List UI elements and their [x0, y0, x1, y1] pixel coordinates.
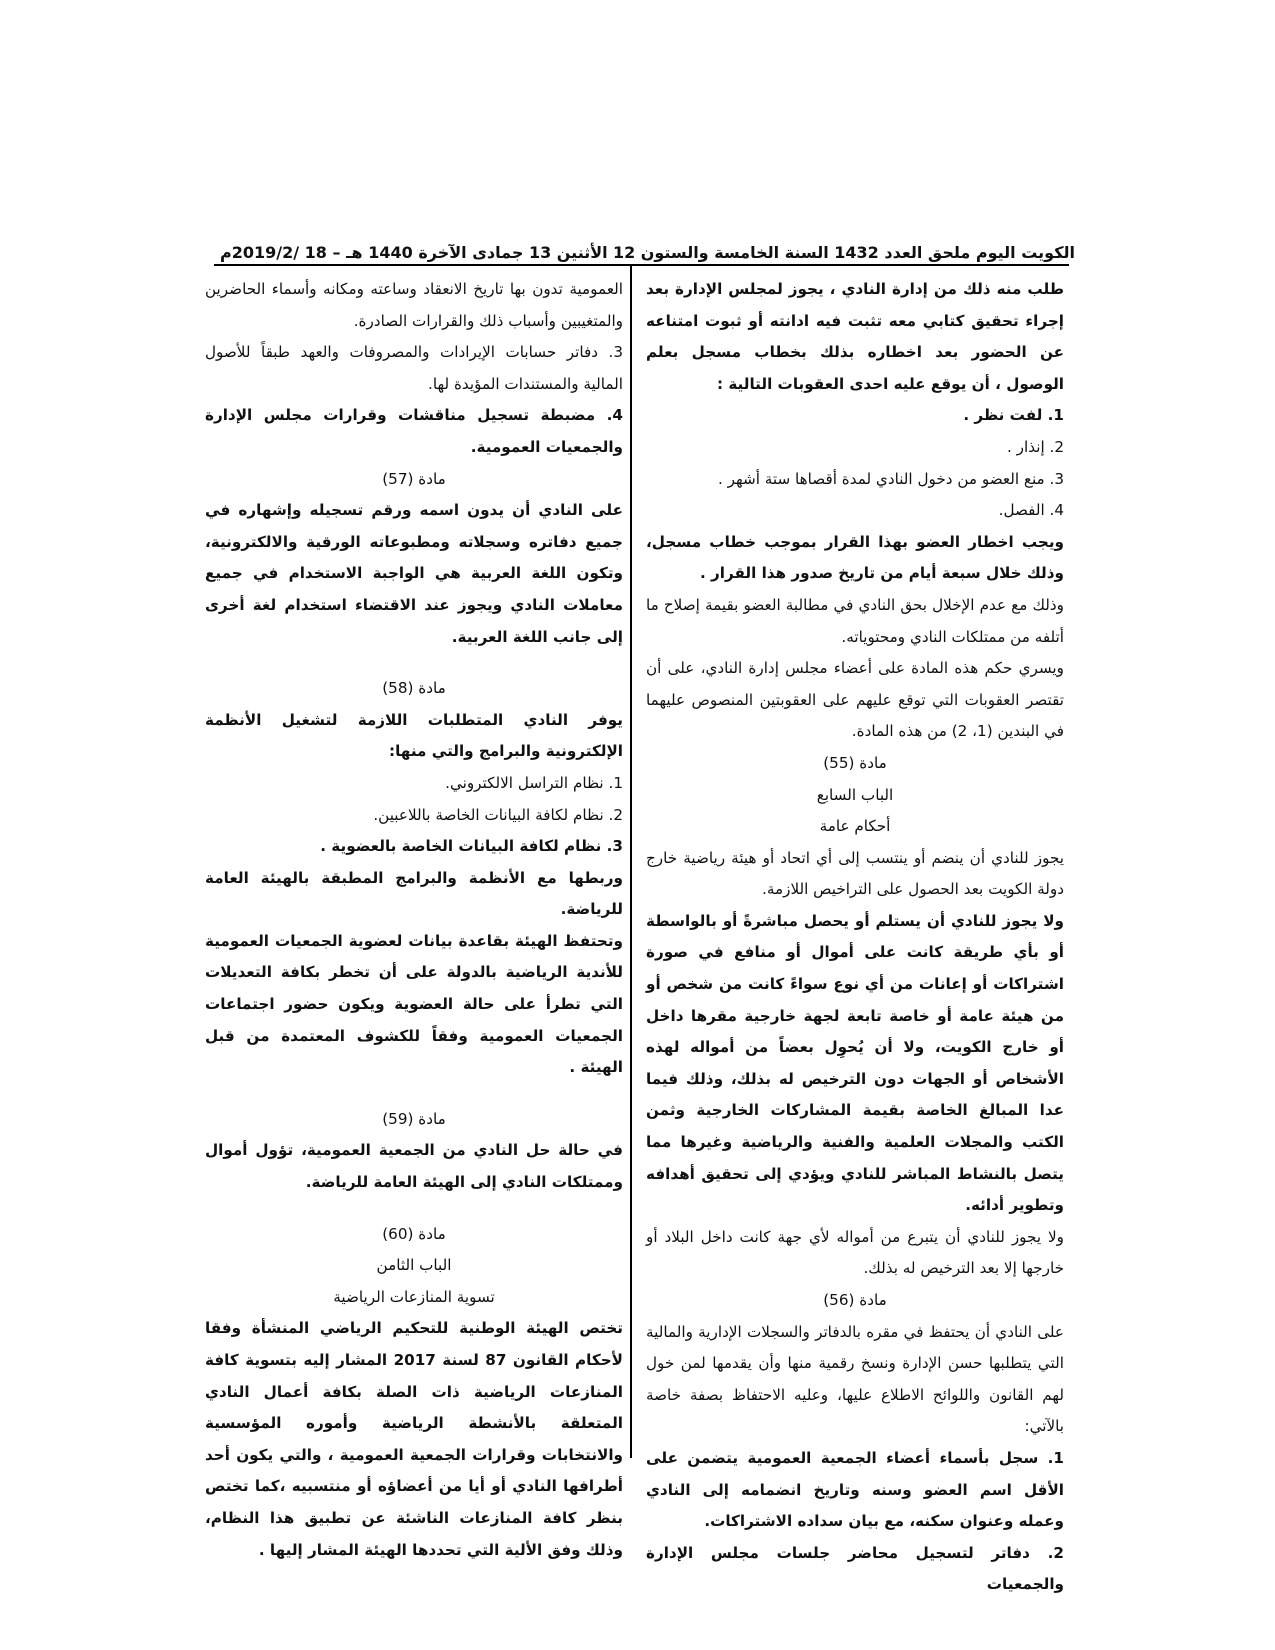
- spacer: [205, 1199, 623, 1219]
- paragraph: تختص الهيئة الوطنية للتحكيم الرياضي المنشأة وفقا لأحكام القانون 87 لسنة 2017 المشار إليه بتسوية كافة المنازعات الرياضية ذات الصلة بكافة أعمال النادي المتعلقة بالأنشطة الرياضية وأموره المؤسسية والانتخابات وقرارات الجمعية العمومية ، والتي يكون أحد أطرافها النادي أو أيا من أعضاؤه أو منتسبيه ،كما تختص بنظر كافة المنازعات الناشئة عن تطبيق هذا النظام، وذلك وفق الألية التي تحددها الهيئة المشار إليها .: [205, 1319, 623, 1559]
- list-item: 3. نظام لكافة البيانات الخاصة بالعضوية .: [320, 837, 623, 856]
- paragraph: على النادي أن يدون اسمه ورقم تسجيله وإشهاره في جميع دفاتره وسجلاته ومطبوعاته الورقية والالكترونية، وتكون اللغة العربية هي الواجبة الاستخدام في جميع معاملات النادي ويجوز عند الاقتضاء استخدام لغة أخرى إلى جانب اللغة العربية.: [205, 501, 623, 646]
- list-item: 4. الفصل.: [998, 501, 1064, 520]
- list-item: 2. إنذار .: [1007, 437, 1064, 456]
- list-item: 1. نظام التراسل الالكتروني.: [445, 773, 623, 792]
- chapter-title: تسوية المنازعات الرياضية: [333, 1287, 495, 1306]
- chapter-heading: الباب السابع: [816, 785, 894, 804]
- paragraph: يجوز للنادي أن ينضم أو ينتسب إلى أي اتحاد أو هيئة رياضية خارج دولة الكويت بعد الحصول على التراخيص اللازمة.: [646, 848, 1064, 899]
- paragraph: وتحتفظ الهيئة بقاعدة بيانات لعضوية الجمعيات العمومية للأندية الرياضية بالدولة على أن تخطر بكافة التعديلات التي تطرأ على حالة العضوية ويكون حضور اجتماعات الجمعيات العمومية وفقاً للكشوف المعتمدة من قبل الهيئة .: [205, 931, 623, 1077]
- chapter-heading: الباب الثامن: [376, 1256, 452, 1275]
- paragraph: ويجب اخطار العضو بهذا القرار بموجب خطاب مسجل، وذلك خلال سبعة أيام من تاريخ صدور هذا القرار .: [646, 532, 1064, 583]
- article-heading: مادة (58): [382, 679, 446, 698]
- article-heading: مادة (55): [823, 753, 887, 772]
- header-divider: [214, 264, 1069, 266]
- page-number: 12: [613, 243, 636, 262]
- paragraph: وذلك مع عدم الإخلال بحق النادي في مطالبة العضو بقيمة إصلاح ما أتلفه من ممتلكات النادي ومحتوياته.: [646, 595, 1064, 646]
- list-item: 1. لفت نظر .: [963, 406, 1064, 425]
- paragraph: يوفر النادي المتطلبات اللازمة لتشغيل الأنظمة الإلكترونية والبرامج والتي منها:: [205, 710, 623, 761]
- paragraph: العمومية تدون بها تاريخ الانعقاد وساعته ومكانه وأسماء الحاضرين والمتغيبين وأسباب ذلك والقرارات الصادرة.: [205, 280, 623, 330]
- list-item: 3. منع العضو من دخول النادي لمدة أقصاها ستة أشهر .: [717, 469, 1064, 488]
- paragraph: وربطها مع الأنظمة والبرامج المطبقة بالهيئة العامة للرياضة.: [205, 868, 623, 919]
- chapter-title: أحكام عامة: [819, 817, 891, 836]
- article-heading: مادة (56): [823, 1291, 887, 1309]
- spacer: [205, 1084, 623, 1104]
- paragraph: ويسري حكم هذه المادة على أعضاء مجلس إدارة النادي، على أن تقتصر العقوبات التي توقع عليهم على العقوبتين المنصوص عليهما في البندين (1، 2) من هذه المادة.: [646, 659, 1064, 741]
- header-date: الأثنين 13 جمادى الآخرة 1440 هـ – 18 /2019/2م: [220, 243, 608, 262]
- list-item: 2. دفاتر لتسجيل محاضر جلسات مجلس الإدارة والجمعيات: [646, 1543, 1064, 1594]
- list-item: 2. نظام لكافة البيانات الخاصة باللاعبين.: [373, 805, 623, 824]
- article-heading: مادة (59): [382, 1109, 446, 1128]
- article-heading: مادة (60): [382, 1224, 446, 1243]
- list-item: 3. دفاتر حسابات الإيرادات والمصروفات والعهد طبقاً للأصول المالية والمستندات المؤيدة لها.: [205, 343, 623, 393]
- paragraph: على النادي أن يحتفظ في مقره بالدفاتر والسجلات الإدارية والمالية التي يتطلبها حسن الإدارة ونسخ رقمية منها وأن يقدمها لمن خول لهم القانون واللوائح الاطلاع عليها، وعليه الاحتفاظ بصفة خاصة بالآتي:: [646, 1322, 1064, 1436]
- column-divider: [630, 266, 632, 1458]
- list-item: 1. سجل بأسماء أعضاء الجمعية العمومية يتضمن على الأقل اسم العضو وسنه وتاريخ انضمامه إلى النادي وعمله وعنوان سكنه، مع بيان سداده الاشتراكات.: [646, 1448, 1064, 1531]
- left-column: [205, 274, 623, 1566]
- paragraph: ولا يجوز للنادي أن يتبرع من أمواله لأي جهة كانت داخل البلاد أو خارجها إلا بعد الترخيص له بذلك.: [646, 1227, 1064, 1278]
- paragraph: ولا يجوز للنادي أن يستلم أو يحصل مباشرةً أو بالواسطة أو بأي طريقة كانت على أموال أو منافع في صورة اشتراكات أو إعانات من أي نوع سواءً كانت من شخص أو من هيئة عامة أو خاصة تابعة لجهة خارجية مقرها داخل أو خارج الكويت، ولا أن يُحوِل بعضاً من أمواله لهذه الأشخاص أو الجهات دون الترخيص له بذلك، وذلك فيما عدا المبالغ الخاصة بقيمة المشاركات الخارجية وثمن الكتب والمجلات العلمية والفنية والرياضية وغيرها مما يتصل بالنشاط المباشر للنادي ويؤدي إلى تحقيق أهدافه وتطوير أدائه.: [646, 911, 1064, 1215]
- list-item: 4. مضبطة تسجيل مناقشات وقرارات مجلس الإدارة والجمعيات العمومية.: [205, 406, 623, 456]
- page-header: [214, 240, 1081, 262]
- spacer: [205, 653, 623, 673]
- right-column: [646, 274, 1064, 1601]
- article-heading: مادة (57): [382, 469, 446, 488]
- paragraph: في حالة حل النادي من الجمعية العمومية، تؤول أموال وممتلكات النادي إلى الهيئة العامة للرياضة.: [205, 1141, 623, 1192]
- paragraph: طلب منه ذلك من إدارة النادي ، يجوز لمجلس الإدارة بعد إجراء تحقيق كتابي معه تثبت فيه ادانته أو ثبوت امتناعه عن الحضور بعد اخطاره بذلك بخطاب مسجل بعلم الوصول ، أن يوقع عليه احدى العقوبات التالية :: [646, 280, 1064, 393]
- header-publication: الكويت اليوم ملحق العدد 1432 السنة الخامسة والستون: [640, 243, 1075, 262]
